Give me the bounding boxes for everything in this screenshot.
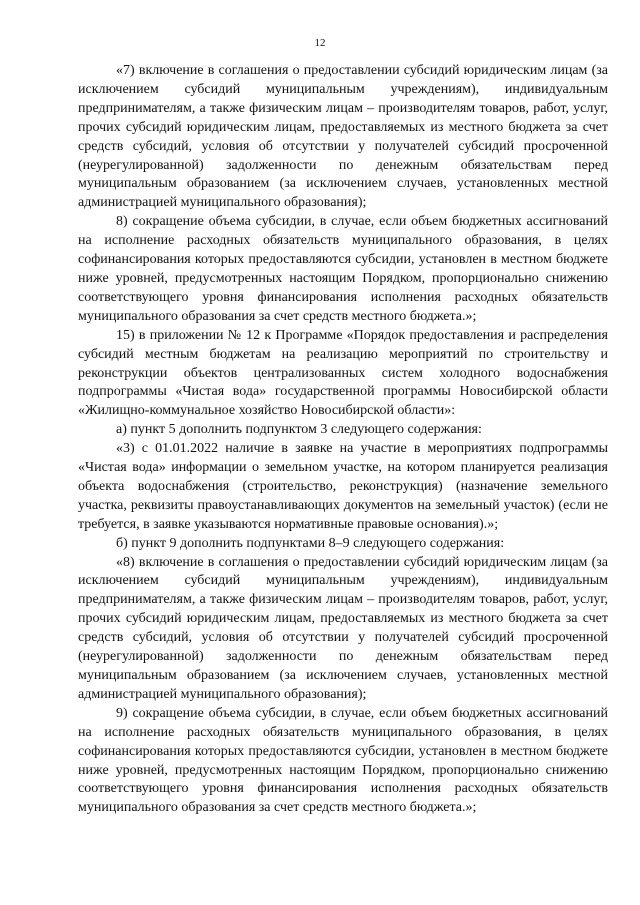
paragraph-item-7: «7) включение в соглашения о предоставлении субсидий юридическим лицам (за исключением субсидий муниципальным учреждениям), индивидуальным предпринимателям, а также физическим лицам – производителям товаров, работ, услуг, прочих субсидий юридическим лицам, предоставляемых из местного бюджета за счет средств субсидий, условия об отсутствии у получателей субсидий просроченной (неурегулированной) задолженности по денежным обязательствам перед муниципальным образованием (за исключением случаев, установленных местной администрацией муниципального образования);	[78, 63, 608, 211]
paragraph-item-9: 9) сокращение объема субсидии, в случае, если объем бюджетных ассигнований на исполнение расходных обязательств муниципального образования, в целях софинансирования которых предоставляются субсидии, установлен в местном бюджете ниже уровней, предусмотренных настоящим Порядком, пропорционально снижению соответствующего уровня финансирования исполнения расходных обязательств муниципального образования за счет средств местного бюджета.»;	[78, 705, 608, 816]
paragraph-point-15: 15) в приложении № 12 к Программе «Порядок предоставления и распределения субсидий местным бюджетам на реализацию мероприятий по строительству и реконструкции объектов централизованных систем холодного водоснабжения подпрограммы «Чистая вода» государственной программы Новосибирской области «Жилищно-коммунальное хозяйство Новосибирской области»:	[78, 327, 608, 419]
paragraph-subpoint-b: б) пункт 9 дополнить подпунктами 8–9 следующего содержания:	[116, 535, 505, 551]
paragraph-subpoint-a: а) пункт 5 дополнить подпунктом 3 следующего содержания:	[116, 422, 482, 438]
paragraph-item-8: 8) сокращение объема субсидии, в случае, если объем бюджетных ассигнований на исполнение расходных обязательств муниципального образования, в целях софинансирования которых предоставляются субсидии, установлен в местном бюджете ниже уровней, предусмотренных настоящим Порядком, пропорционально снижению соответствующего уровня финансирования исполнения расходных обязательств муниципального образования за счет средств местного бюджета.»;	[78, 214, 608, 324]
document-body	[78, 62, 608, 818]
paragraph-item-8-second: «8) включение в соглашения о предоставлении субсидий юридическим лицам (за исключением субсидий муниципальным учреждениям), индивидуальным предпринимателям, а также физическим лицам – производителям товаров, работ, услуг, прочих субсидий юридическим лицам, предоставляемых из местного бюджета за счет средств субсидий, условия об отсутствии у получателей субсидий просроченной (неурегулированной) задолженности по денежным обязательствам перед муниципальным образованием (за исключением случаев, установленных местной администрацией муниципального образования);	[78, 554, 608, 702]
paragraph-item-3: «3) с 01.01.2022 наличие в заявке на участие в мероприятиях подпрограммы «Чистая вода» информации о земельном участке, на котором планируется реализация объекта водоснабжения (строительство, реконструкция) (назначение земельного участка, реквизиты правоустанавливающих документов на земельный участок) (если не требуется, в заявке указываются нормативные правовые основания).»;	[78, 441, 608, 532]
page-number: 12	[314, 37, 326, 49]
